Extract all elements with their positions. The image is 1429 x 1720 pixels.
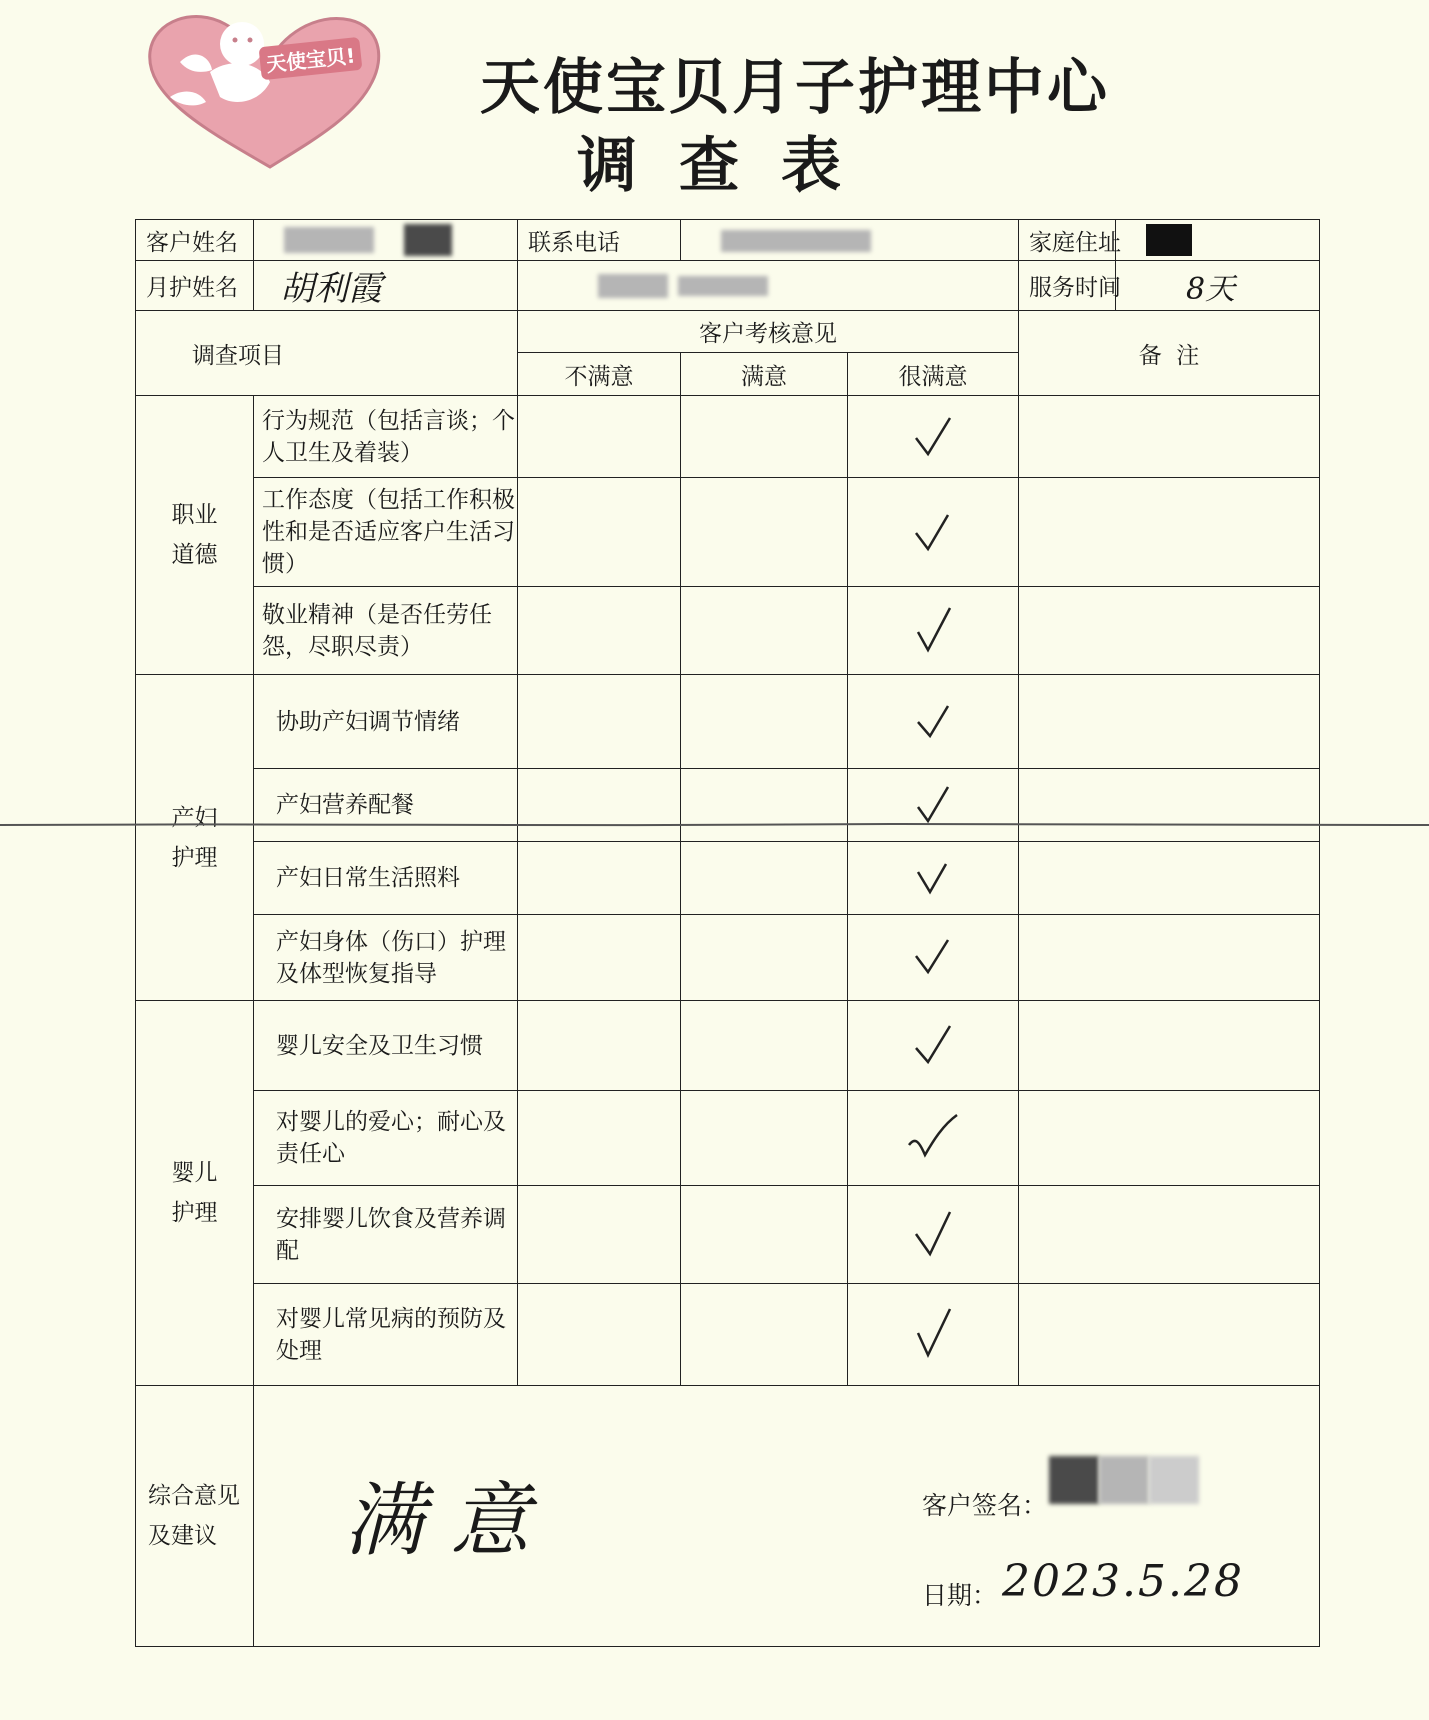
check-mark-icon [908,1208,958,1262]
opinion-header: 客户考核意见 [518,311,1019,353]
cell-very-satisfied [848,769,1019,842]
cell-dissatisfied [518,1001,681,1091]
cell-satisfied [681,769,848,842]
check-mark-icon [903,1111,963,1165]
nurse-name-value: 胡利霞 [254,261,518,311]
cell-very-satisfied [848,396,1019,478]
cell-satisfied [681,1091,848,1186]
service-time-value: 8天 [1116,261,1320,311]
cell-satisfied [681,675,848,769]
date-value: 2023.5.28 [1002,1556,1244,1607]
address-label: 家庭住址 [1019,220,1116,261]
cell-remarks [1019,478,1320,587]
phone-value [681,220,1019,261]
date-label: 日期： [922,1581,998,1610]
handwritten-opinion: 满意 [344,1474,556,1567]
heart-angel-icon [140,2,400,177]
logo-text: 天使宝贝! [259,37,363,80]
cell-dissatisfied [518,675,681,769]
cell-remarks [1019,769,1320,842]
nurse-extra-value [518,261,1019,311]
cell-dissatisfied [518,769,681,842]
cell-very-satisfied [848,915,1019,1001]
item-text: 产妇身体（伤口）护理及体型恢复指导 [254,915,518,1001]
check-mark-icon [908,858,958,898]
cell-dissatisfied [518,1284,681,1386]
cell-remarks [1019,915,1320,1001]
survey-item-header: 调查项目 [136,311,518,396]
doc-title: 调查表 [577,131,883,201]
signature-value [1049,1456,1199,1504]
section-name: 婴儿 护理 [136,1001,254,1386]
check-mark-icon [908,783,958,827]
cell-dissatisfied [518,842,681,915]
cell-dissatisfied [518,915,681,1001]
check-mark-icon [908,702,958,742]
cell-remarks [1019,1186,1320,1284]
cell-satisfied [681,396,848,478]
cell-satisfied [681,478,848,587]
check-mark-icon [908,604,958,658]
cell-satisfied [681,915,848,1001]
cell-remarks [1019,1284,1320,1386]
customer-name-value [254,220,518,261]
nurse-name-label: 月护姓名 [136,261,254,311]
phone-label: 联系电话 [518,220,681,261]
cell-very-satisfied [848,1001,1019,1091]
cell-very-satisfied [848,675,1019,769]
cell-dissatisfied [518,1186,681,1284]
logo [140,2,400,177]
address-value [1116,220,1320,261]
cell-very-satisfied [848,1284,1019,1386]
signature-label: 客户签名： [922,1491,1048,1520]
cell-very-satisfied [848,478,1019,587]
item-text: 对婴儿常见病的预防及处理 [254,1284,518,1386]
item-text: 协助产妇调节情绪 [254,675,518,769]
cell-remarks [1019,675,1320,769]
item-text: 婴儿安全及卫生习惯 [254,1001,518,1091]
cell-very-satisfied [848,1186,1019,1284]
cell-remarks [1019,587,1320,675]
cell-satisfied [681,1284,848,1386]
summary-cell [254,1386,1320,1647]
survey-table [135,219,1320,1647]
summary-label: 综合意见 及建议 [136,1386,254,1647]
cell-dissatisfied [518,1091,681,1186]
cell-remarks [1019,1091,1320,1186]
cell-very-satisfied [848,587,1019,675]
cell-remarks [1019,396,1320,478]
item-text: 安排婴儿饮食及营养调配 [254,1186,518,1284]
paper-fold-line [0,822,1429,828]
cell-dissatisfied [518,587,681,675]
check-mark-icon [908,936,958,980]
org-title: 天使宝贝月子护理中心 [480,53,1110,123]
item-text: 工作态度（包括工作积极性和是否适应客户生活习惯） [254,478,518,587]
very-satisfied-header: 很满意 [848,353,1019,396]
item-text: 对婴儿的爱心；耐心及责任心 [254,1091,518,1186]
dissatisfied-header: 不满意 [518,353,681,396]
cell-very-satisfied [848,842,1019,915]
item-text: 行为规范（包括言谈；个人卫生及着装） [254,396,518,478]
cell-dissatisfied [518,478,681,587]
remarks-header: 备 注 [1019,311,1320,396]
check-mark-icon [908,1307,958,1363]
check-mark-icon [908,507,958,557]
check-mark-icon [908,1022,958,1070]
cell-dissatisfied [518,396,681,478]
cell-satisfied [681,1001,848,1091]
check-mark-icon [908,412,958,462]
cell-satisfied [681,842,848,915]
item-text: 产妇日常生活照料 [254,842,518,915]
cell-remarks [1019,842,1320,915]
satisfied-header: 满意 [681,353,848,396]
section-name: 职业 道德 [136,396,254,675]
cell-remarks [1019,1001,1320,1091]
item-text: 敬业精神（是否任劳任怨，尽职尽责） [254,587,518,675]
service-time-label: 服务时间 [1019,261,1116,311]
item-text: 产妇营养配餐 [254,769,518,842]
section-name: 产妇 护理 [136,675,254,1001]
cell-very-satisfied [848,1091,1019,1186]
cell-satisfied [681,1186,848,1284]
cell-satisfied [681,587,848,675]
customer-name-label: 客户姓名 [136,220,254,261]
